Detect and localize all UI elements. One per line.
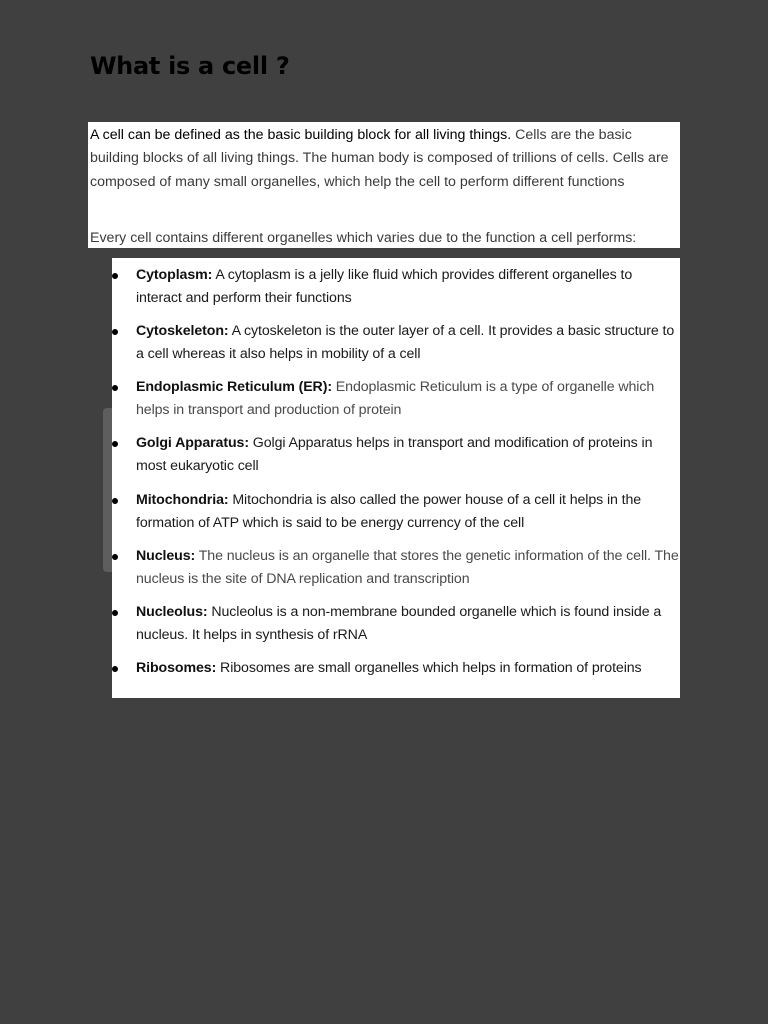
item-term: Cytoplasm:: [136, 267, 213, 283]
item-description: Golgi Apparatus helps in transport and modification of proteins in most eukaryotic cell: [136, 435, 653, 475]
bullet-icon: [112, 273, 118, 279]
item-description: A cytoplasm is a jelly like fluid which provides different organelles to interact and perform their functions: [136, 267, 633, 307]
organelle-list-box: [112, 258, 680, 698]
bullet-icon: [112, 666, 118, 672]
item-term: Cytoskeleton:: [136, 323, 229, 339]
list-item-text: [136, 489, 680, 536]
item-description: Endoplasmic Reticulum is a type of organelle which helps in transport and production of protein: [136, 379, 655, 419]
item-term: Endoplasmic Reticulum (ER):: [136, 379, 332, 395]
item-description: Ribosomes are small organelles which helps in formation of proteins: [216, 660, 642, 676]
intro-paragraph: [90, 124, 678, 194]
intro-lead-sentence: A cell can be defined as the basic building block for all living things.: [90, 127, 512, 143]
intro-text-box: [88, 122, 680, 248]
item-term: Ribosomes:: [136, 660, 217, 676]
item-description: Mitochondria is also called the power house of a cell it helps in the formation of ATP which is said to be energy currency of the cell: [136, 492, 642, 532]
list-item-text: [136, 320, 680, 367]
bullet-icon: [112, 441, 118, 447]
intro-rest: Cells are the basic building blocks of all living things. The human body is composed of trillions of cells. Cells are composed of many small organelles, which help the cell to perform different functions: [90, 127, 669, 190]
list-item-text: [136, 601, 680, 648]
list-item-text: [136, 657, 680, 680]
item-term: Nucleolus:: [136, 604, 208, 620]
list-item-text: [136, 432, 680, 479]
organelles-intro-paragraph: Every cell contains different organelles which varies due to the function a cell performs:: [90, 230, 637, 246]
bullet-icon: [112, 329, 118, 335]
page-title: What is a cell ?: [90, 52, 290, 80]
bullet-icon: [112, 385, 118, 391]
bullet-icon: [112, 610, 118, 616]
bullet-icon: [112, 554, 118, 560]
list-item-text: [136, 264, 680, 311]
item-description: A cytoskeleton is the outer layer of a cell. It provides a basic structure to a cell whereas it also helps in mobility of a cell: [136, 323, 675, 363]
list-item-text: [136, 545, 680, 592]
list-item-text: [136, 376, 680, 423]
item-term: Nucleus:: [136, 548, 196, 564]
item-term: Mitochondria:: [136, 492, 229, 508]
bullet-icon: [112, 498, 118, 504]
item-description: The nucleus is an organelle that stores the genetic information of the cell. The nucleus is the site of DNA replication and transcription: [136, 548, 679, 588]
item-description: Nucleolus is a non-membrane bounded organelle which is found inside a nucleus. It helps in synthesis of rRNA: [136, 604, 662, 644]
item-term: Golgi Apparatus:: [136, 435, 249, 451]
